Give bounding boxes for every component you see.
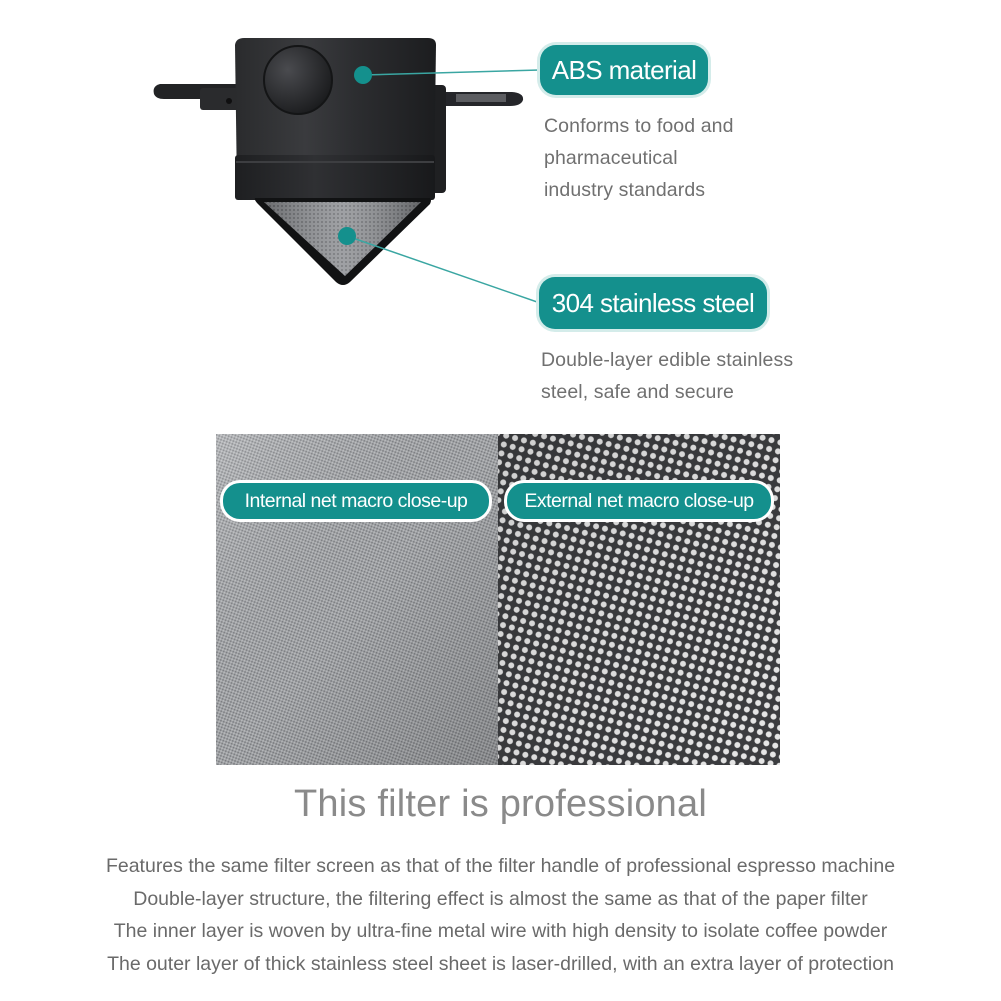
internal-net-label: Internal net macro close-up (223, 483, 489, 519)
abs-material-label: ABS material (540, 45, 708, 95)
abs-desc-line: Conforms to food and (544, 115, 734, 137)
steel-desc-line: Double-layer edible stainless (541, 349, 794, 371)
feature-list (0, 850, 1001, 980)
external-net-label: External net macro close-up (507, 483, 771, 519)
feature-line: The inner layer is woven by ultra-fine metal wire with high density to isolate coffee powder (113, 920, 888, 942)
steel-desc-line: steel, safe and secure (541, 381, 734, 403)
feature-line: The outer layer of thick stainless steel sheet is laser-drilled, with an extra layer of protection (107, 952, 894, 975)
feature-line: Features the same filter screen as that of the filter handle of professional espresso machine (105, 855, 896, 877)
stainless-steel-description (541, 344, 841, 408)
coffee-filter-illustration (0, 0, 1001, 420)
abs-desc-line: industry standards (544, 179, 706, 201)
stainless-steel-label: 304 stainless steel (539, 277, 767, 329)
abs-material-description (544, 110, 784, 206)
left-handle (154, 84, 240, 110)
headline: This filter is professional (294, 783, 707, 825)
feature-line: Double-layer structure, the filtering effect is almost the same as that of the paper filter (133, 887, 868, 910)
abs-desc-line: pharmaceutical (544, 147, 678, 169)
